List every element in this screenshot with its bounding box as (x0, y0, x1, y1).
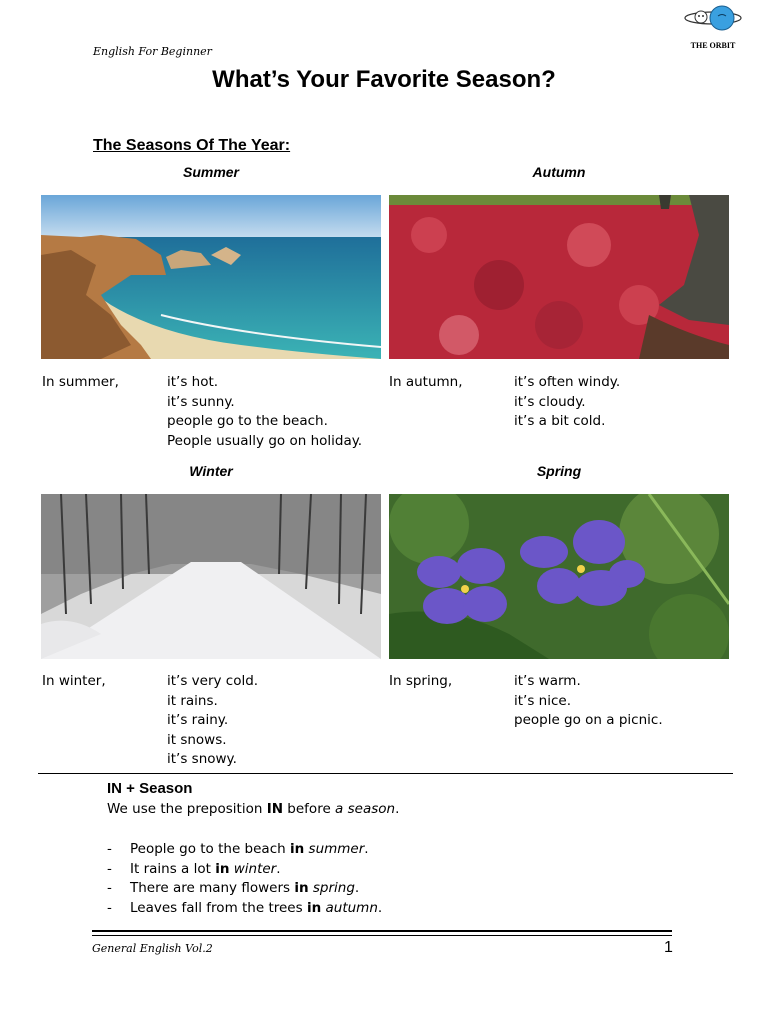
dash: - (107, 860, 112, 877)
list-item: it’s often windy. (514, 374, 621, 390)
footer-rule (92, 935, 672, 936)
dash: - (107, 899, 112, 916)
course-label: English For Beginner (93, 45, 212, 58)
summer-facts (167, 373, 362, 451)
list-item: People usually go on holiday. (167, 432, 363, 449)
spring-facts (514, 672, 663, 731)
example-in: in (306, 899, 322, 916)
dash: - (107, 841, 112, 857)
list-item: people go on a picnic. (514, 712, 663, 728)
autumn-facts (514, 373, 620, 432)
list-item: people go to the beach. (167, 413, 328, 429)
example-text: People go to the beach (130, 841, 290, 857)
autumn-lead: In autumn, (389, 374, 463, 390)
list-item: it’s snowy. (167, 751, 237, 767)
example-in: in (289, 841, 305, 857)
list-item: it’s cloudy. (514, 393, 586, 410)
list-item: it’s rainy. (167, 712, 229, 728)
grammar-rule (107, 801, 399, 817)
list-item (107, 879, 382, 899)
rule-bold: IN (266, 801, 284, 817)
list-item (107, 860, 382, 880)
example-season: winter (233, 860, 277, 877)
rule-text: before (283, 801, 336, 817)
example-season: summer (308, 841, 365, 857)
autumn-leaves-photo (389, 195, 729, 359)
example-end: . (377, 899, 383, 916)
list-item (107, 840, 382, 860)
list-item: it’s warm. (514, 673, 581, 689)
list-item (107, 899, 382, 919)
example-end: . (364, 841, 369, 857)
spring-label: Spring (536, 463, 582, 479)
winter-label: Winter (189, 463, 233, 479)
autumn-label: Autumn (532, 164, 586, 180)
summer-label: Summer (182, 164, 240, 180)
example-in: in (294, 880, 309, 896)
list-item: it snows. (167, 731, 227, 748)
page-number: 1 (664, 939, 673, 956)
example-list (107, 840, 382, 918)
rule-text: We use the preposition (107, 801, 267, 817)
example-season: spring (312, 880, 355, 896)
summer-lead: In summer, (42, 374, 119, 390)
section-heading: The Seasons Of The Year: (93, 137, 291, 154)
section-divider (38, 773, 733, 774)
list-item: it’s nice. (514, 692, 571, 709)
summer-beach-photo (41, 195, 381, 359)
winter-snow-photo (41, 494, 381, 659)
footer-book-title: General English Vol.2 (92, 942, 213, 955)
example-text: It rains a lot (130, 860, 216, 877)
list-item: it rains. (167, 692, 218, 709)
rule-italic: a season (335, 801, 396, 817)
example-end: . (276, 860, 281, 877)
list-item: it’s a bit cold. (514, 413, 606, 429)
example-in: in (215, 860, 230, 877)
dash: - (107, 880, 112, 896)
example-end: . (354, 880, 360, 896)
grammar-title: IN + Season (107, 780, 193, 797)
logo-text: THE ORBIT (690, 41, 736, 50)
page-title: What’s Your Favorite Season? (212, 66, 556, 93)
winter-facts (167, 672, 258, 770)
spring-violets-photo (389, 494, 729, 659)
list-item: it’s sunny. (167, 393, 235, 410)
winter-lead: In winter, (42, 673, 106, 689)
spring-lead: In spring, (389, 673, 453, 689)
list-item: it’s very cold. (167, 673, 259, 689)
example-text: Leaves fall from the trees (130, 899, 307, 916)
example-text: There are many flowers (130, 880, 295, 896)
rule-text: . (395, 801, 400, 817)
example-season: autumn (325, 899, 378, 916)
list-item: it’s hot. (167, 374, 219, 390)
footer-rule (92, 930, 672, 932)
